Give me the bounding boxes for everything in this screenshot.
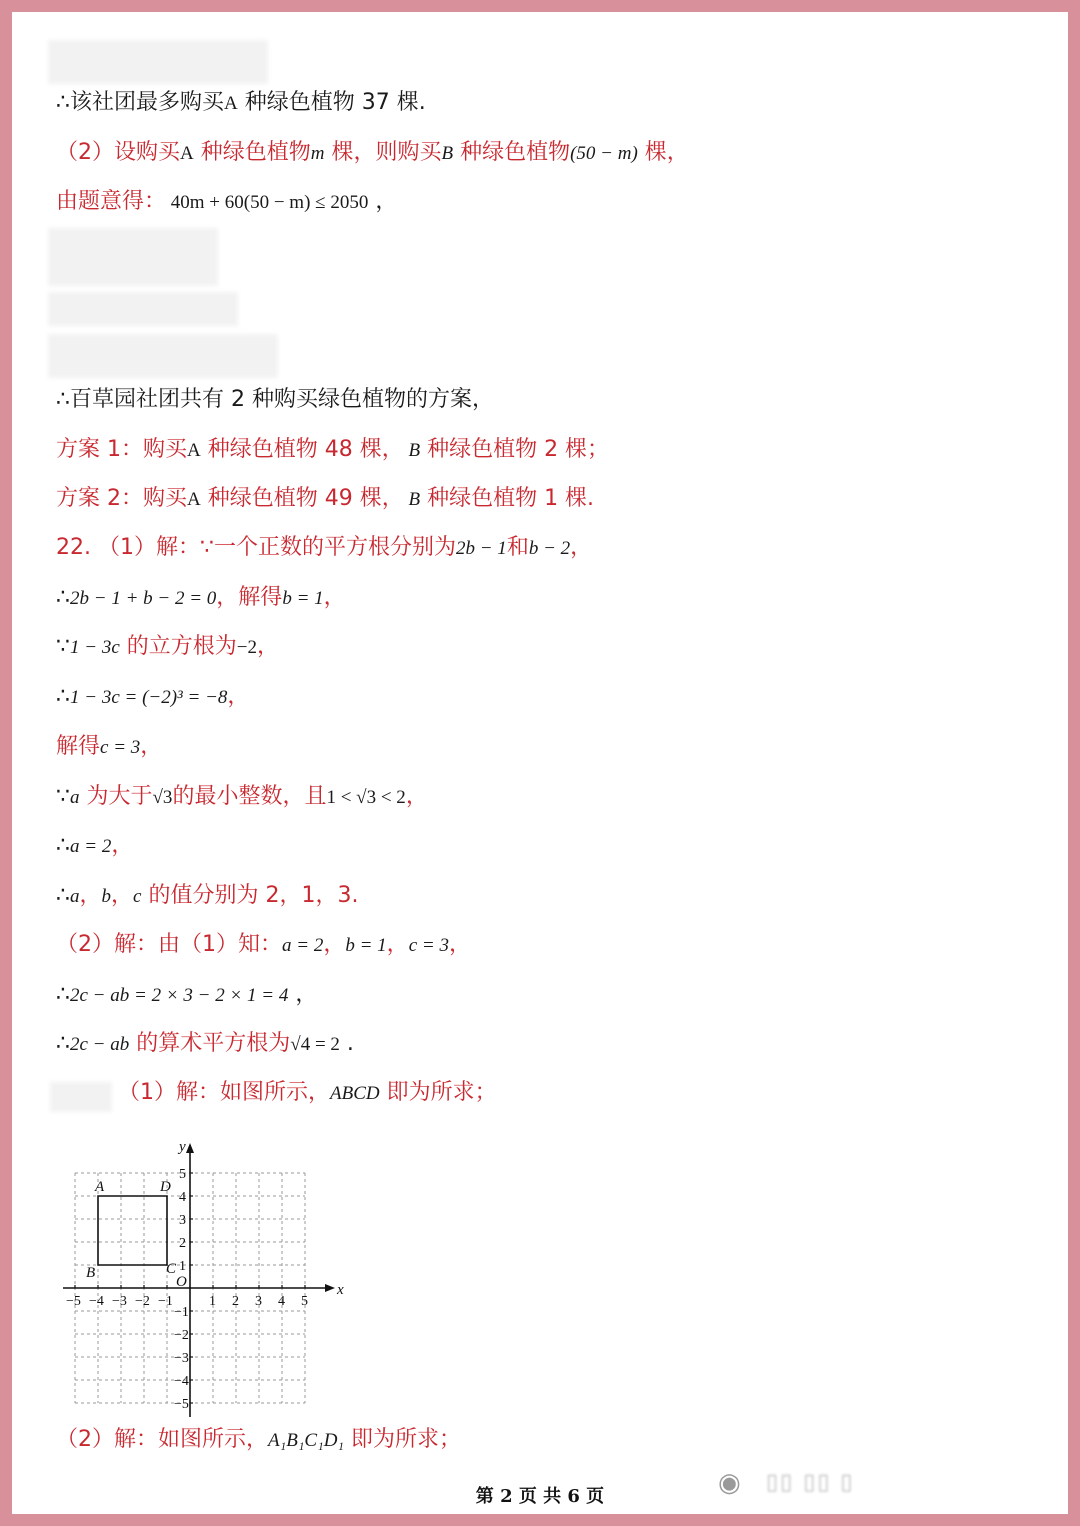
line-12 [56,831,133,862]
x-tick-label: −5 [66,1294,81,1309]
text-run: ∴ [56,1031,70,1056]
y-tick-label: −4 [174,1374,189,1389]
watermark-text-blurred: ▯▯ ▯▯ ▯ [766,1470,855,1495]
line-9 [56,682,249,713]
math-expression: b = 1 [345,935,387,956]
text-run: ∴该社团最多购买 [56,90,224,115]
line-6 [56,533,592,564]
text-run: ， [448,932,471,957]
text-run: 的值分别为 2，1，3. [141,883,359,908]
line-1 [56,138,689,169]
y-axis-label: y [179,1139,186,1155]
text-run: 种绿色植物 37 棵. [237,90,426,115]
text-run: 由题意得： [56,189,167,214]
line-14 [56,930,471,961]
x-tick-label: −2 [135,1294,150,1309]
y-tick-label: −5 [174,1397,189,1412]
line-2 [56,187,397,218]
line-0 [56,88,426,119]
document-page [12,12,1068,1514]
origin-label: O [176,1274,187,1290]
text-run: （2）设购买 [56,140,180,165]
text-run: 22. （1）解：∵一个正数的平方根分别为 [56,535,456,560]
math-expression: c [133,886,142,907]
y-tick-label: 4 [179,1190,186,1205]
text-run: ∴ [56,833,70,858]
text-run: ， [111,883,134,908]
blurred-header-region [48,40,268,84]
text-run: 棵， [637,140,689,165]
text-run: 解得 [56,734,101,759]
square-abcd [98,1196,167,1265]
y-tick-label: −3 [174,1351,189,1366]
y-tick-label: 3 [179,1213,186,1228]
math-expression: 1 − 3c [70,637,120,658]
math-expression: B [441,143,454,164]
math-expression: √4 = 2 [290,1034,340,1055]
text-run: 种绿色植物 1 棵. [420,486,595,511]
text-run: ， [386,932,409,957]
text-run: ， [111,833,134,858]
text-run: ， [405,784,428,809]
math-expression: c = 3 [100,737,141,758]
x-tick-label: −1 [158,1294,173,1309]
text-run: ， [79,883,102,908]
x-tick-label: −3 [112,1294,127,1309]
math-expression: B [403,489,421,510]
y-axis-arrow [186,1143,194,1153]
blurred-work-region [48,334,278,378]
line-17 [118,1078,497,1109]
x-tick-label: 3 [255,1294,262,1309]
coordinate-grid-figure [52,1130,342,1420]
math-expression: A [224,93,238,114]
text-run: ， [323,585,346,610]
math-expression: A [187,489,201,510]
text-run: 棵，则购买 [324,140,442,165]
math-expression: b [101,886,112,907]
math-expression: 2b − 1 [455,538,507,559]
blurred-work-region [48,292,238,326]
text-run: 的算术平方根为 [129,1031,291,1056]
text-run: ， [368,189,398,214]
text-run: （1）解：如图所示， [118,1080,330,1105]
point-label-d: D [160,1179,171,1195]
text-run: 方案 2：购买 [56,486,187,511]
watermark [718,1464,918,1504]
math-expression: a [70,787,80,808]
text-run: ， [288,982,318,1007]
math-expression: B [403,440,421,461]
point-label-a: A [95,1179,105,1195]
text-run: （2）解：由（1）知： [56,932,282,957]
math-expression: a [70,886,80,907]
x-tick-label: 4 [278,1294,285,1309]
math-expression: A₁B₁C₁D₁ [268,1430,345,1451]
line-13 [56,881,358,912]
text-run: 种绿色植物 2 棵； [420,437,610,462]
line-10 [56,732,162,763]
wechat-icon: ◉ [718,1468,741,1498]
text-run: ∴ [56,684,70,709]
math-expression: 40m + 60(50 − m) ≤ 2050 [166,192,369,213]
line-7 [56,583,346,614]
x-tick-label: 2 [232,1294,239,1309]
text-run: 的立方根为 [119,634,237,659]
line-18 [56,1425,461,1456]
text-run: ∵ [56,634,70,659]
y-tick-label: 1 [179,1259,186,1274]
x-axis-arrow [325,1284,335,1292]
math-expression: ABCD [330,1083,380,1104]
math-expression: c = 3 [408,935,449,956]
math-expression: 1 < √3 < 2 [326,787,406,808]
math-expression: 2c − ab [70,1034,130,1055]
text-run: . [339,1031,354,1056]
line-8 [56,632,279,663]
text-run: ， [227,684,250,709]
text-run: 和 [506,535,529,560]
blurred-work-region [48,228,218,286]
line-3 [56,385,494,415]
y-tick-label: 5 [179,1167,186,1182]
math-expression: a = 2 [70,836,112,857]
math-expression: A [187,440,201,461]
math-expression: √3 [152,787,173,808]
x-axis-label: x [337,1282,344,1298]
text-run: ， [323,932,346,957]
text-run: ， [140,734,163,759]
y-tick-label: 2 [179,1236,186,1251]
text-run: ，解得 [216,585,283,610]
x-tick-label: 1 [209,1294,216,1309]
text-run: （2）解：如图所示， [56,1427,268,1452]
y-tick-label: −2 [174,1328,189,1343]
math-expression: A [180,143,194,164]
text-run: ， [570,535,593,560]
line-11 [56,782,428,813]
x-tick-label: 5 [301,1294,308,1309]
point-label-c: C [166,1261,177,1277]
math-expression: (50 − m) [570,143,638,164]
blurred-question-number [50,1082,112,1112]
text-run: 为大于 [79,784,153,809]
math-expression: b − 2 [528,538,571,559]
y-tick-label: −1 [174,1305,189,1320]
text-run: ∵ [56,784,70,809]
text-run: ∴百草园社团共有 2 种购买绿色植物的方案， [56,387,494,412]
math-expression: b = 1 [282,588,324,609]
text-run: 的最小整数，且 [172,784,327,809]
text-run: ∴ [56,585,70,610]
text-run: ， [256,634,279,659]
line-16 [56,1029,354,1060]
text-run: 即为所求； [379,1080,497,1105]
line-4 [56,435,609,466]
text-run: 种绿色植物 [453,140,571,165]
line-15 [56,980,317,1011]
math-expression: 2c − ab = 2 × 3 − 2 × 1 = 4 [70,985,289,1006]
line-5 [56,484,594,515]
math-expression: 2b − 1 + b − 2 = 0 [70,588,217,609]
page-footer: 第 2 页 共 6 页 [475,1486,605,1507]
math-expression: a = 2 [282,935,324,956]
text-run: 种绿色植物 49 棵， [200,486,404,511]
text-run: ∴ [56,883,70,908]
text-run: ∴ [56,982,70,1007]
text-run: 方案 1：购买 [56,437,187,462]
math-expression: −2 [236,637,257,658]
text-run: 种绿色植物 [193,140,311,165]
point-label-b: B [86,1265,96,1281]
text-run: 种绿色植物 48 棵， [200,437,404,462]
math-expression: 1 − 3c = (−2)³ = −8 [70,687,228,708]
math-expression: m [310,143,325,164]
text-run: 即为所求； [344,1427,462,1452]
x-tick-label: −4 [89,1294,104,1309]
